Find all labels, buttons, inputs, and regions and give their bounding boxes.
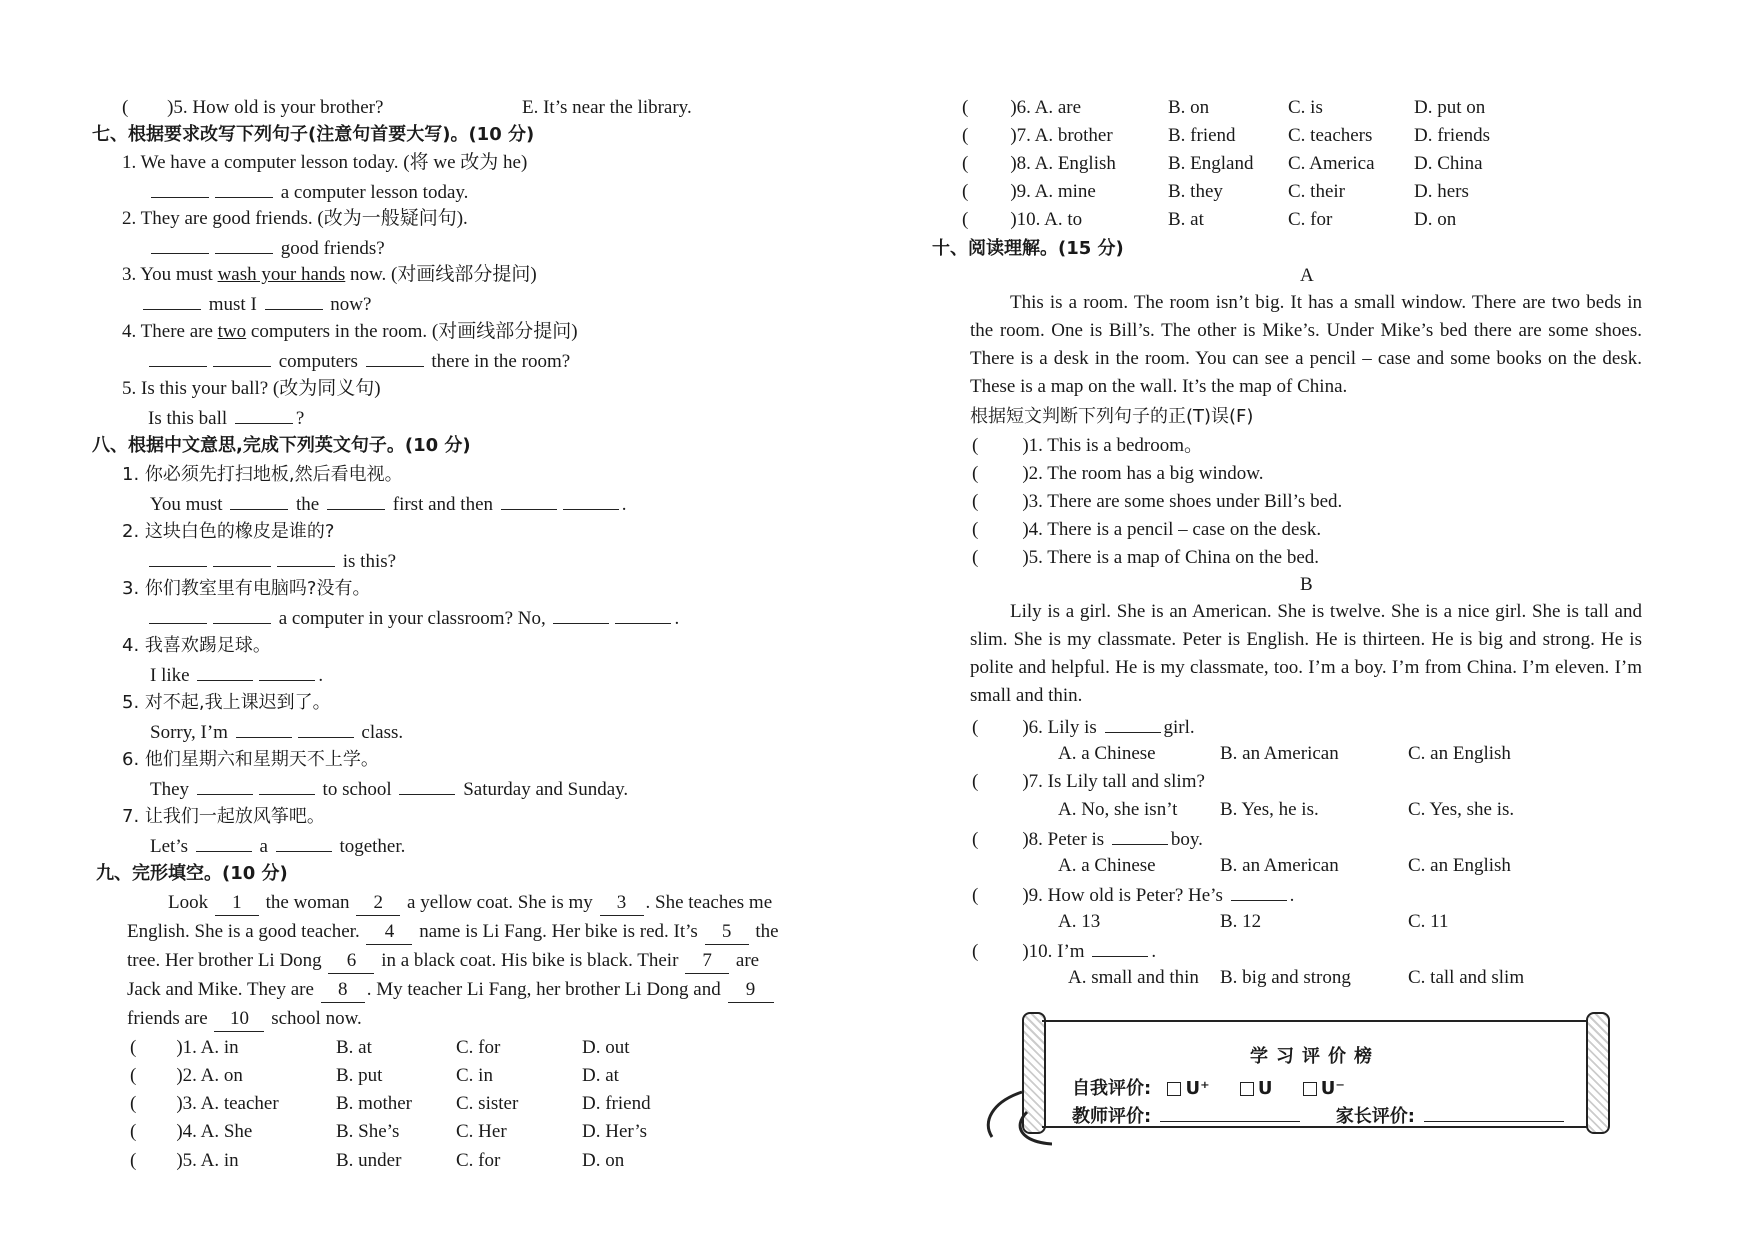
answer-paren[interactable]: ( bbox=[962, 181, 969, 202]
blank[interactable] bbox=[151, 179, 209, 198]
mc-question: ( )10. I’m . bbox=[972, 938, 1156, 964]
blank[interactable] bbox=[213, 348, 271, 367]
blank[interactable] bbox=[149, 348, 207, 367]
blank[interactable] bbox=[215, 179, 273, 198]
answer-paren[interactable]: ( bbox=[130, 1121, 137, 1142]
cloze-blank-1: 1 bbox=[215, 891, 259, 916]
s8-en1: You must the first and then . bbox=[150, 491, 627, 517]
blank[interactable] bbox=[1105, 714, 1161, 733]
cloze-blank-9: 9 bbox=[728, 978, 774, 1003]
s8-cn4: 4. 我喜欢踢足球。 bbox=[122, 635, 271, 656]
s8-cn2: 2. 这块白色的橡皮是谁的? bbox=[122, 521, 335, 542]
cloze-blank-7: 7 bbox=[685, 949, 729, 974]
part-a-label: A bbox=[1300, 265, 1314, 286]
s7-a3: must I now? bbox=[140, 291, 371, 317]
blank[interactable] bbox=[259, 776, 315, 795]
blank[interactable] bbox=[149, 548, 207, 567]
blank[interactable] bbox=[553, 605, 609, 624]
checkbox[interactable] bbox=[1240, 1082, 1254, 1096]
answer-paren[interactable]: ( bbox=[972, 717, 979, 738]
blank[interactable] bbox=[213, 605, 271, 624]
blank[interactable] bbox=[327, 491, 385, 510]
cloze-blank-5: 5 bbox=[705, 920, 749, 945]
answer-paren[interactable]: ( bbox=[962, 153, 969, 174]
answer-paren[interactable]: ( bbox=[972, 463, 979, 484]
blank[interactable] bbox=[276, 833, 332, 852]
choice-row: ( )5. A. in B. under C. for D. on bbox=[130, 1150, 625, 1171]
answer-paren[interactable]: ( bbox=[972, 885, 979, 906]
mc-options: A. a Chinese B. an American C. an English bbox=[1058, 855, 1511, 876]
tf-row: ( )2. The room has a big window. bbox=[972, 463, 1264, 484]
choice-row: ( )2. A. on B. put C. in D. at bbox=[130, 1065, 619, 1086]
answer-paren[interactable]: ( bbox=[972, 941, 979, 962]
mc-options: A. No, she isn’t B. Yes, he is. C. Yes, she is. bbox=[1058, 799, 1515, 820]
mc-question: ( )7. Is Lily tall and slim? bbox=[972, 771, 1205, 792]
tf-row: ( )4. There is a pencil – case on the desk. bbox=[972, 519, 1322, 540]
cloze-line-5: friends are 10 school now. bbox=[127, 1007, 362, 1032]
blank[interactable] bbox=[149, 605, 207, 624]
self-evaluation: 自我评价: U⁺ U U⁻ bbox=[1072, 1078, 1345, 1099]
cloze-blank-10: 10 bbox=[214, 1007, 264, 1032]
scroll-roll-right bbox=[1586, 1012, 1610, 1134]
answer-paren[interactable]: ( bbox=[130, 1150, 137, 1171]
s8-en5: Sorry, I’m class. bbox=[150, 719, 403, 745]
checkbox[interactable] bbox=[1167, 1082, 1181, 1096]
blank[interactable] bbox=[235, 405, 293, 424]
blank[interactable] bbox=[1092, 938, 1148, 957]
evaluation-title: 学习评价榜 bbox=[1250, 1046, 1380, 1067]
blank[interactable] bbox=[366, 348, 424, 367]
blank[interactable] bbox=[215, 235, 273, 254]
teacher-parent-evaluation: 教师评价: 家长评价: bbox=[1072, 1102, 1567, 1128]
choice-row: ( )7. A. brother B. friend C. teachers D. friends bbox=[962, 125, 1490, 146]
s8-cn3: 3. 你们教室里有电脑吗?没有。 bbox=[122, 578, 371, 599]
choice-row: ( )10. A. to B. at C. for D. on bbox=[962, 209, 1457, 230]
blank[interactable] bbox=[1112, 826, 1168, 845]
answer-paren[interactable]: ( bbox=[972, 435, 979, 456]
s8-cn7: 7. 让我们一起放风筝吧。 bbox=[122, 806, 325, 827]
blank[interactable] bbox=[277, 548, 335, 567]
tf-row: ( )5. There is a map of China on the bed. bbox=[972, 547, 1320, 568]
mc-question: ( )8. Peter is boy. bbox=[972, 826, 1203, 852]
part-b-label: B bbox=[1300, 574, 1313, 595]
blank[interactable] bbox=[265, 291, 323, 310]
s8-en3: a computer in your classroom? No, . bbox=[146, 605, 679, 631]
section-8-title: 八、根据中文意思,完成下列英文句子。(10 分) bbox=[92, 435, 471, 456]
answer-paren[interactable]: ( bbox=[962, 209, 969, 230]
choice-row: ( )6. A. are B. on C. is D. put on bbox=[962, 97, 1486, 118]
s7-a5: Is this ball ? bbox=[148, 405, 304, 431]
blank[interactable] bbox=[501, 491, 557, 510]
s8-en6: They to school Saturday and Sunday. bbox=[150, 776, 628, 802]
parent-eval-field[interactable] bbox=[1424, 1103, 1564, 1122]
cloze-blank-2: 2 bbox=[356, 891, 400, 916]
tf-row: ( )3. There are some shoes under Bill’s bed. bbox=[972, 491, 1343, 512]
section-10-title: 十、阅读理解。(15 分) bbox=[932, 238, 1124, 259]
mc-question: ( )9. How old is Peter? He’s . bbox=[972, 882, 1294, 908]
answer-paren[interactable]: ( bbox=[962, 125, 969, 146]
tf-row: ( )1. This is a bedroom。 bbox=[972, 435, 1203, 456]
blank[interactable] bbox=[151, 235, 209, 254]
s7-a1: a computer lesson today. bbox=[148, 179, 468, 205]
choice-row: ( )9. A. mine B. they C. their D. hers bbox=[962, 181, 1469, 202]
cloze-blank-4: 4 bbox=[366, 920, 412, 945]
cloze-line-2: English. She is a good teacher. 4 name is Li Fang. Her bike is red. It’s 5 the bbox=[127, 920, 779, 945]
answer-paren[interactable]: ( bbox=[130, 1065, 137, 1086]
blank[interactable] bbox=[213, 548, 271, 567]
teacher-eval-field[interactable] bbox=[1160, 1103, 1300, 1122]
evaluation-scroll bbox=[1020, 1012, 1610, 1127]
answer-paren[interactable]: ( bbox=[972, 829, 979, 850]
answer-paren[interactable]: ( bbox=[130, 1037, 137, 1058]
mc-options: A. 13 B. 12 C. 11 bbox=[1058, 911, 1449, 932]
blank[interactable] bbox=[143, 291, 201, 310]
answer-paren[interactable]: ( bbox=[972, 519, 979, 540]
passage-b: Lily is a girl. She is an American. She is twelve. She is a nice girl. She is tall and slim. She is my classmate. Peter is English. He is thirteen. He is big and strong. He is polite and helpful. He is my classmate, too. I’m a boy. I’m from China. I’m eleven. I’m small and thin. bbox=[970, 601, 1642, 706]
checkbox[interactable] bbox=[1303, 1082, 1317, 1096]
answer-paren[interactable]: ( bbox=[972, 491, 979, 512]
mc-options: A. small and thin B. big and strong C. tall and slim bbox=[1068, 967, 1525, 988]
s7-q5: 5. Is this your ball? (改为同义句) bbox=[122, 378, 381, 399]
s8-en7: Let’s a together. bbox=[150, 833, 405, 859]
s7-a4: computers there in the room? bbox=[146, 348, 570, 374]
answer-paren[interactable]: ( bbox=[972, 547, 979, 568]
cloze-blank-6: 6 bbox=[328, 949, 374, 974]
s8-en4: I like . bbox=[150, 662, 323, 688]
section-7-title: 七、根据要求改写下列句子(注意句首要大写)。(10 分) bbox=[92, 124, 535, 145]
s8-cn1: 1. 你必须先打扫地板,然后看电视。 bbox=[122, 464, 403, 485]
cloze-line-4: Jack and Mike. They are 8 . My teacher Li Fang, her brother Li Dong and 9 bbox=[127, 978, 776, 1003]
blank[interactable] bbox=[1231, 882, 1287, 901]
blank[interactable] bbox=[399, 776, 455, 795]
cloze-blank-8: 8 bbox=[321, 978, 365, 1003]
passage-a: This is a room. The room isn’t big. It has a small window. There are two beds in the room. One is Bill’s. The other is Mike’s. Under Mike’s bed there are some shoes. There is a desk in the room. You can see a pencil – case and some books on the desk. These is a map on the wall. It’s the map of China. bbox=[970, 292, 1642, 397]
blank[interactable] bbox=[615, 605, 671, 624]
choice-row: ( )4. A. She B. She’s C. Her D. Her’s bbox=[130, 1121, 648, 1142]
blank[interactable] bbox=[197, 662, 253, 681]
s8-cn5: 5. 对不起,我上课迟到了。 bbox=[122, 692, 331, 713]
s7-q4: 4. There are two computers in the room. (对画线部分提问) bbox=[122, 321, 578, 342]
answer-paren[interactable]: ( bbox=[130, 1093, 137, 1114]
blank[interactable] bbox=[196, 833, 252, 852]
answer-paren[interactable]: ( bbox=[972, 771, 979, 792]
s7-q1: 1. We have a computer lesson today. (将 we 改为 he) bbox=[122, 152, 528, 173]
choice-row: ( )8. A. English B. England C. America D. China bbox=[962, 153, 1483, 174]
choice-row: ( )3. A. teacher B. mother C. sister D. friend bbox=[130, 1093, 651, 1114]
cloze-line-3: tree. Her brother Li Dong 6 in a black coat. His bike is black. Their 7 are bbox=[127, 949, 759, 974]
section-9-title: 九、完形填空。(10 分) bbox=[96, 863, 288, 884]
s8-cn6: 6. 他们星期六和星期天不上学。 bbox=[122, 749, 379, 770]
blank[interactable] bbox=[230, 491, 288, 510]
answer-paren[interactable]: ( bbox=[962, 97, 969, 118]
choice-row: ( )1. A. in B. at C. for D. out bbox=[130, 1037, 630, 1058]
s8-en2: is this? bbox=[146, 548, 396, 574]
evaluation-box bbox=[1042, 1020, 1588, 1128]
s7-q2: 2. They are good friends. (改为一般疑问句). bbox=[122, 208, 468, 229]
s7-q3: 3. You must wash your hands now. (对画线部分提问) bbox=[122, 264, 537, 285]
tf-instruction: 根据短文判断下列句子的正(T)误(F) bbox=[970, 406, 1254, 427]
blank[interactable] bbox=[563, 491, 619, 510]
mc-options: A. a Chinese B. an American C. an English bbox=[1058, 743, 1511, 764]
q5-match-line: ( )5. How old is your brother? E. It’s near the library. bbox=[122, 97, 692, 118]
cloze-blank-3: 3 bbox=[600, 891, 644, 916]
blank[interactable] bbox=[259, 662, 315, 681]
blank[interactable] bbox=[298, 719, 354, 738]
scroll-ribbon-icon bbox=[982, 1082, 1052, 1152]
cloze-line-1: Look 1 the woman 2 a yellow coat. She is my 3 . She teaches me bbox=[168, 891, 772, 916]
mc-question: ( )6. Lily is girl. bbox=[972, 714, 1195, 740]
blank[interactable] bbox=[197, 776, 253, 795]
blank[interactable] bbox=[236, 719, 292, 738]
s7-a2: good friends? bbox=[148, 235, 385, 261]
